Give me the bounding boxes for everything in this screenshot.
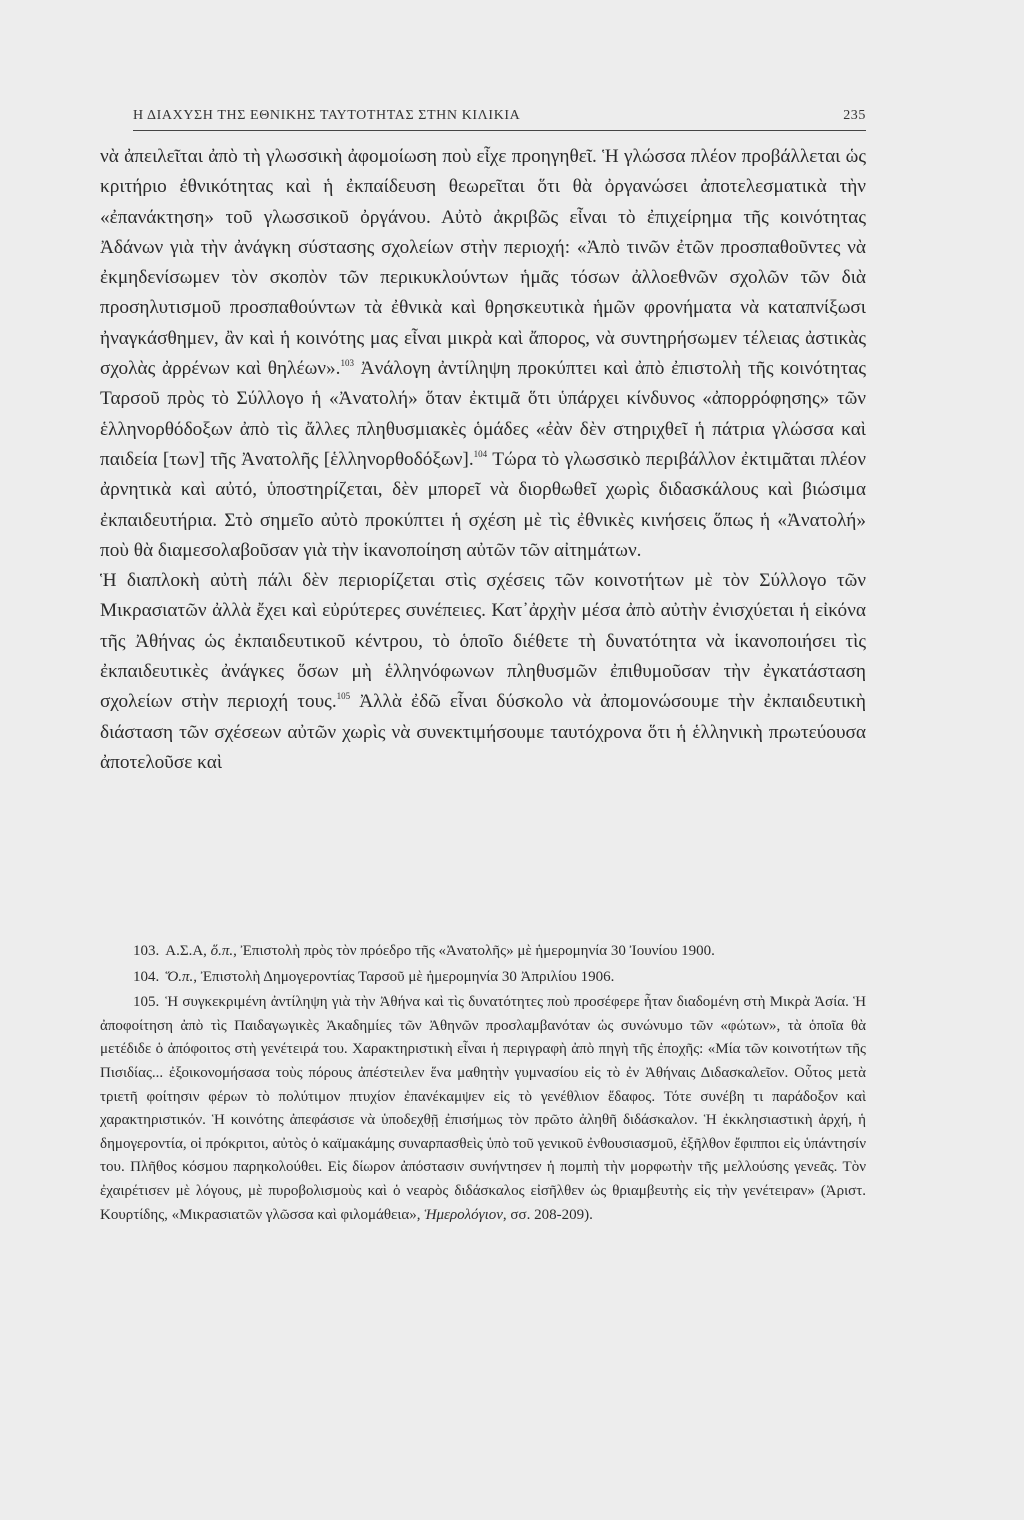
footnote-text: Ἡ συγκεκριμένη ἀντίληψη γιὰ τὴν Ἀθήνα καὶ τὶς δυνατότητες ποὺ προσέφερε ἦταν διαδομένη στὴ Μικρὰ Ἀσία. Ἡ ἀποφοίτηση ἀπὸ τὶς Παιδαγωγικὲς Ἀκαδημίες τῶν Ἀθηνῶν προσλαμβανόταν ὡς συνώνυμο τῶν «φώτων», τὰ ὁποῖα θὰ μετέδιδε ὁ ἀπόφοιτος στὴ γενέτειρά του. Χαρακτηριστικὴ εἶναι ἡ περιγραφὴ ἀπὸ πηγὴ τῆς ἐποχῆς: «Μία τῶν κοινοτήτων τῆς Πισιδίας... ἐξοικονομήσασα τοὺς πόρους ἀπέστειλεν ἕνα μαθητὴν γυμνασίου εἰς τὸ ἐν Ἀθήναις Διδασκαλεῖον. Οὗτος μετὰ τριετῆ φοίτησιν φέρων τὸ πολύτιμον πτυχίον ἐπανέκαμψεν εἰς τὸ γενέθλιον ἔδαφος. Τότε συνέβη τι παράδοξον καὶ χαρακτηριστικόν. Ἡ κοινότης ἀπεφάσισε νὰ ὑποδεχθῇ ἐπισήμως τὸν πρῶτο ἀληθῆ διδάσκαλον. Ἡ ἐκκλησιαστικὴ ἀρχή, ἡ δημογεροντία, οἱ πρόκριτοι, αὐτὸς ὁ καϊμακάμης συναρπασθεὶς ὑπὸ τοῦ γενικοῦ ἐνθουσιασμοῦ, ἐξῆλθον ἔφιπποι εἰς ὑπάντησίν του. Πλῆθος κόσμου παρηκολούθει. Εἰς δίωρον ἀπόστασιν συνήντησεν ἡ πομπὴ τὴν μορφωτὴν τῆς μελλούσης γενεᾶς. Τὸν ἐχαιρέτισεν μὲ λόγους, μὲ πυροβολισμοὺς καὶ ὁ νεαρὸς διδάσκαλος εἰσῆλθεν ὡς θριαμβευτὴς εἰς τὴν γενέτειραν» (Ἀριστ. Κουρτίδης, «Μικρασιατῶν γλῶσσα καὶ φιλομάθεια», [100, 994, 866, 1223]
paragraph-2-part-b: Ἀλλὰ ἐδῶ εἶναι δύσκολο νὰ ἀπομονώσουμε τὴν ἐκπαιδευτικὴ διάσταση τῶν σχέσεων αὐτῶν χωρὶς νὰ συνεκτιμήσουμε ταυτόχρονα ὅτι ἡ ἑλληνικὴ πρωτεύουσα ἀποτελοῦσε καὶ [100, 691, 866, 773]
paragraph-1-part-c: Τώρα τὸ γλωσσικὸ περιβάλλον ἐκτιμᾶται πλέον ἀρνητικὰ καὶ αὐτό, ὑποστηρίζεται, δὲν μπορεῖ νὰ διορθωθεῖ χωρὶς διδασκάλους καὶ βιώσιμα ἐκπαιδευτήρια. Στὸ σημεῖο αὐτὸ προκύπτει ἡ σχέση μὲ τὶς ἐθνικὲς κινήσεις ὅπως ἡ «Ἀνατολή» ποὺ θὰ διαμεσολαβοῦσαν γιὰ τὴν ἱκανοποίηση αὐτῶν τῶν αἰτημάτων. [100, 448, 866, 561]
footnotes [100, 940, 866, 1227]
footnote-text: , Ἐπιστολὴ πρὸς τὸν πρόεδρο τῆς «Ἀνατολῆς» μὲ ἡμερομηνία 30 Ἰουνίου 1900. [233, 943, 715, 959]
footnote-text: , σσ. 208-209). [502, 1206, 593, 1223]
paragraph-1 [100, 142, 866, 566]
footnote-text: , Ἐπιστολὴ Δημογεροντίας Ταρσοῦ μὲ ἡμερομηνία 30 Ἀπριλίου 1906. [193, 968, 615, 985]
running-title: Η ΔΙΑΧΥΣΗ ΤΗΣ ΕΘΝΙΚΗΣ ΤΑΥΤΟΤΗΤΑΣ ΣΤΗΝ ΚΙΛΙΚΙΑ [133, 108, 521, 123]
page-number: 235 [843, 108, 866, 123]
footnote-text: Α.Σ.Α, [165, 943, 211, 959]
main-text [100, 142, 866, 778]
footnote-105 [100, 991, 866, 1227]
paragraph-1-part-b: Ἀνάλογη ἀντίληψη προκύπτει καὶ ἀπὸ ἐπιστολὴ τῆς κοινότητας Ταρσοῦ πρὸς τὸ Σύλλογο ἡ «Ἀνατολή» ὅταν ἐκτιμᾶ ὅτι ὑπάρχει κίνδυνος «ἀπορρόφησης» τῶν ἑλληνορθόδοξων ἀπὸ τὶς ἄλλες πληθυσμιακὲς ὁμάδες «ἐὰν δὲν στηριχθεῖ ἡ πάτρια γλώσσα καὶ παιδεία [των] τῆς Ἀνατολῆς [ἑλληνορθοδόξων]. [100, 358, 866, 470]
paragraph-2-part-a: Ἡ διαπλοκὴ αὐτὴ πάλι δὲν περιορίζεται στὶς σχέσεις τῶν κοινοτήτων μὲ τὸν Σύλλογο τῶν Μικρασιατῶν ἀλλὰ ἔχει καὶ εὐρύτερες συνέπειες. Κατ᾽ἀρχὴν μέσα ἀπὸ αὐτὴν ἐνισχύεται ἡ εἰκόνα τῆς Ἀθήνας ὡς ἐκπαιδευτικοῦ κέντρου, τὸ ὁποῖο διέθετε τὴ δυνατότητα νὰ ἱκανοποιήσει τὶς ἐκπαιδευτικὲς ἀνάγκες ὅσων μὴ ἑλληνόφωνων πληθυσμῶν ἐπιθυμοῦσαν τὴν ἐγκατάσταση σχολείων στὴν περιοχή τους. [100, 570, 866, 713]
footnote-number: 103. [133, 943, 160, 959]
footnote-number: 104. [133, 968, 160, 985]
footnote-number: 105. [133, 994, 160, 1011]
footnote-italic: Ὅ.π. [165, 968, 194, 985]
footnote-ref-104: 104 [473, 448, 488, 459]
footnote-103 [100, 940, 866, 964]
paragraph-1-part-a: νὰ ἀπειλεῖται ἀπὸ τὴ γλωσσικὴ ἀφομοίωση ποὺ εἶχε προηγηθεῖ. Ἡ γλώσσα πλέον προβάλλεται ὡς κριτήριο ἐθνικότητας καὶ ἡ ἐκπαίδευση θεωρεῖται ὅτι θὰ ὀργανώσει ἀποτελεσματικὰ τὴν «ἐπανάκτηση» τοῦ γλωσσικοῦ ὀργάνου. Αὐτὸ ἀκριβῶς εἶναι τὸ ἐπιχείρημα τῆς κοινότητας Ἀδάνων γιὰ τὴν ἀνάγκη σύστασης σχολείων στὴν περιοχή: «Ἀπὸ τινῶν ἐτῶν προσπαθοῦντες νὰ ἐκμηδενίσωμεν τὸν σκοπὸν τῶν περικυκλούντων ἡμᾶς τόσων ἀλλοεθνῶν σχολῶν τῶν διὰ προσηλυτισμοῦ προσπαθούντων τὰ ἐθνικὰ καὶ θρησκευτικὰ ἡμῶν φρονήματα νὰ καταπνίξωσι ἠναγκάσθημεν, ἂν καὶ ἡ κοινότης μας εἶναι μικρὰ καὶ ἄπορος, νὰ συντηρήσωμεν τέλειας ἀστικὰς σχολὰς ἀρρένων καὶ θηλέων». [100, 146, 866, 380]
paragraph-2 [100, 566, 866, 778]
footnote-ref-105: 105 [336, 691, 351, 702]
footnote-italic: ὅ.π. [210, 943, 234, 959]
footnote-104 [100, 966, 866, 990]
footnote-italic: Ἡμερολόγιον [424, 1206, 503, 1223]
footnote-ref-103: 103 [340, 358, 354, 369]
running-header [133, 106, 866, 131]
